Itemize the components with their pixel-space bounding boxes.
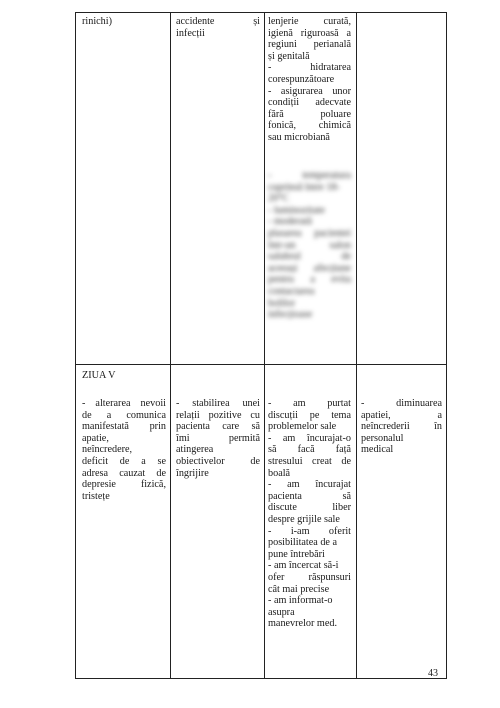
top-row-col3-blurred (268, 170, 351, 321)
cell-line: infecțioase (268, 309, 313, 321)
cell-line: pacienta care să (176, 421, 260, 433)
cell-line: infecții (176, 27, 205, 39)
cell-line: 20°C (268, 193, 290, 205)
cell-line: discuții pe tema (268, 409, 351, 421)
cell-line: - am încurajat-o (268, 432, 351, 444)
cell-line: problemelor sale (268, 421, 337, 433)
table-divider-2 (264, 12, 265, 678)
table-border-top (75, 12, 447, 13)
cell-line: medical (361, 444, 394, 456)
cell-line: relații pozitive cu (176, 409, 260, 421)
cell-line: - hidratarea (268, 62, 351, 74)
cell-line: neîncrederii în (361, 421, 442, 433)
cell-line: personalul (361, 432, 404, 444)
cell-line: într-un salon (268, 239, 351, 251)
cell-line: condiții adecvate (268, 97, 351, 109)
cell-line: boală (268, 467, 291, 479)
cell-line: apatiei, a (361, 409, 442, 421)
cell-line: îngrijire (176, 467, 209, 479)
cell-line: regiuni perianală (268, 39, 351, 51)
cell-line: bolilor (268, 297, 296, 309)
table-border-right (446, 12, 447, 678)
cell-line: - luminozitate (268, 204, 325, 216)
table-border-bottom (75, 678, 447, 679)
day-label-text: ZIUA V (82, 370, 116, 381)
page-number: 43 (428, 668, 438, 679)
cell-line: sau microbiană (268, 131, 330, 143)
cell-line: - am încercat să-i (268, 560, 339, 572)
day-row-col4 (361, 398, 442, 456)
cell-line: - am informat-o (268, 595, 333, 607)
cell-line: cât mai precise (268, 583, 330, 595)
table-divider-3 (356, 12, 357, 678)
cell-line: obiectivelor de (176, 455, 260, 467)
cell-line: - diminuarea (361, 398, 442, 409)
cell-line: ofer răspunsuri (268, 571, 351, 583)
top-row-col3 (268, 16, 351, 144)
day-label (82, 370, 166, 382)
cell-line: aceeași afecțiune (268, 262, 351, 274)
cell-line: apatie, (82, 432, 109, 444)
cell-line: accidente și (176, 16, 260, 27)
cell-line: să facă față (268, 444, 351, 456)
cell-line: manifestată prin (82, 421, 166, 433)
cell-line: pacienta să (268, 490, 351, 502)
day-row-col3 (268, 398, 351, 630)
top-row-col2 (176, 16, 260, 39)
cell-line: atingerea (176, 444, 214, 456)
cell-line: - stabilirea unei (176, 398, 260, 409)
cell-line: despre grijile sale (268, 513, 340, 525)
cell-line: adresa cauzat de (82, 467, 166, 479)
table-border-left (75, 12, 76, 678)
cell-line: depresie fizică, (82, 479, 166, 491)
cell-line: plasarea pacientei (268, 227, 351, 239)
cell-line: fonică, chimică (268, 120, 351, 132)
cell-line: stresului creat de (268, 455, 351, 467)
cell-line: - am încurajat (268, 479, 351, 491)
cell-line: asupra (268, 606, 295, 618)
cell-line: - asigurarea unor (268, 85, 351, 97)
cell-line: - am purtat (268, 398, 351, 409)
cell-line: - moderată (268, 216, 312, 228)
cell-line: fără poluare (268, 108, 351, 120)
cell-line: pentru a evita (268, 274, 351, 286)
cell-line: contactarea (268, 285, 315, 297)
cell-line: neîncredere, (82, 444, 133, 456)
cell-line: - temperatura (268, 170, 351, 181)
cell-line: lenjerie curată, (268, 16, 351, 27)
day-row-col2 (176, 398, 260, 479)
row-separator (75, 364, 447, 365)
cell-line: salubrul de (268, 251, 351, 263)
table-divider-1 (170, 12, 171, 678)
cell-line: - alterarea nevoii (82, 398, 166, 409)
cell-line: rinichi) (82, 16, 112, 27)
day-row-col1 (82, 398, 166, 502)
cell-line: posibilitatea de a (268, 537, 338, 549)
cell-line: discute liber (268, 502, 351, 514)
top-row-col1 (82, 16, 166, 28)
cell-line: pune întrebări (268, 548, 325, 560)
cell-line: deficit de a se (82, 455, 166, 467)
cell-line: corespunzătoare (268, 73, 335, 85)
cell-line: tristețe (82, 490, 110, 502)
cell-line: cuprinsă între 18- (268, 181, 340, 193)
cell-line: de a comunica (82, 409, 166, 421)
cell-line: îmi permită (176, 432, 260, 444)
cell-line: - i-am oferit (268, 525, 351, 537)
cell-line: igienă riguroasă a (268, 27, 351, 39)
cell-line: și genitală (268, 50, 310, 62)
cell-line: manevrelor med. (268, 618, 338, 630)
